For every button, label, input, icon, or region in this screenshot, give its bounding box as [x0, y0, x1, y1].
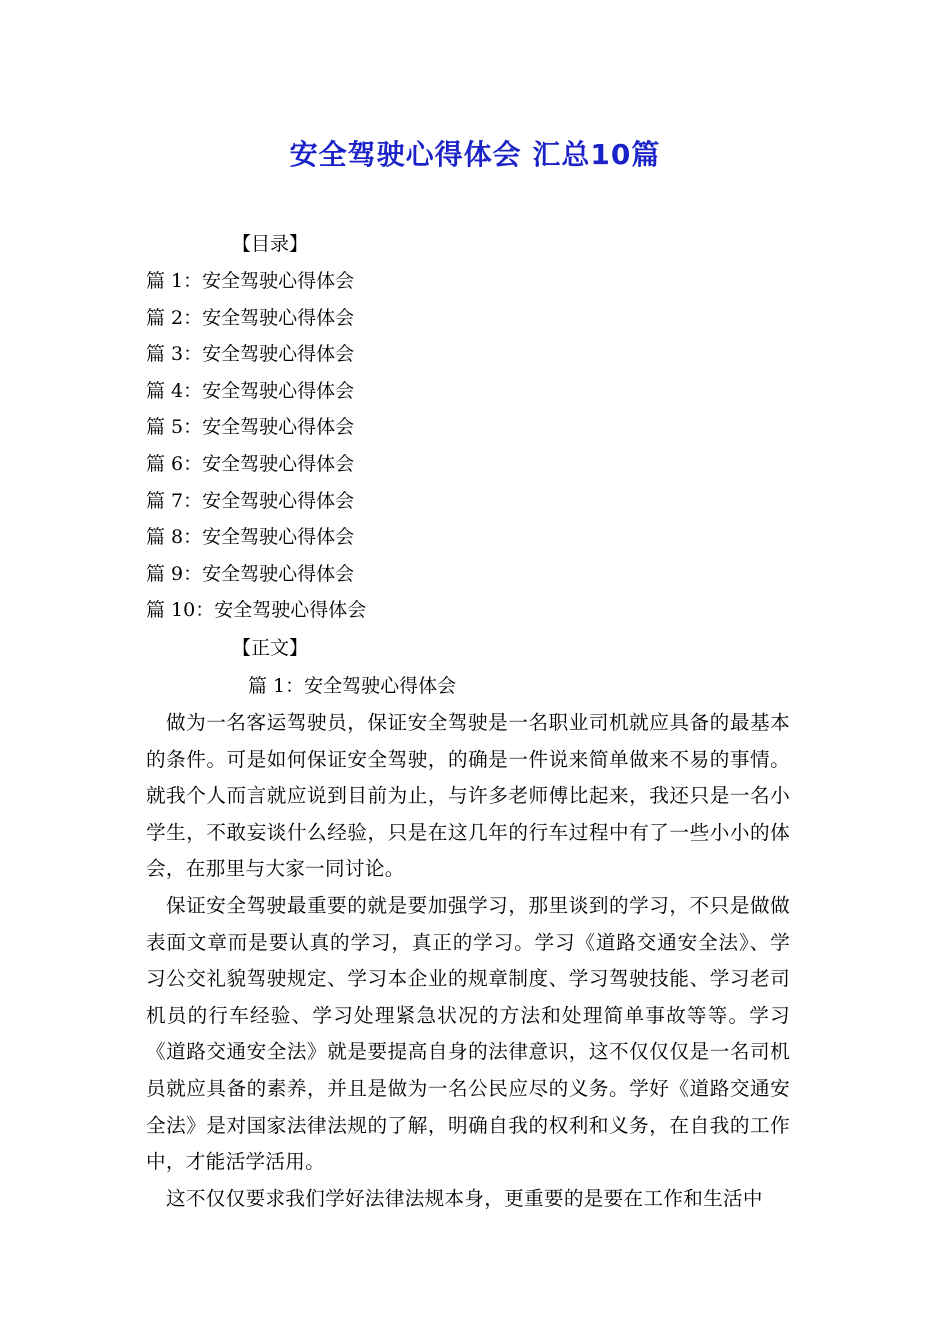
toc-heading: 【目录】 — [232, 233, 309, 255]
toc-item: 篇 6：安全驾驶心得体会 — [146, 452, 355, 475]
toc-item: 篇 10：安全驾驶心得体会 — [146, 599, 367, 622]
toc-item: 篇 2：安全驾驶心得体会 — [146, 306, 355, 329]
body-text — [146, 705, 790, 1217]
paragraph: 这不仅仅要求我们学好法律法规本身，更重要的是要在工作和生活中 — [166, 1186, 763, 1210]
toc-item: 篇 3：安全驾驶心得体会 — [146, 343, 355, 366]
section-heading: 篇 1：安全驾驶心得体会 — [248, 675, 457, 697]
table-of-contents — [146, 269, 366, 635]
toc-item: 篇 1：安全驾驶心得体会 — [146, 270, 355, 292]
toc-item: 篇 8：安全驾驶心得体会 — [146, 526, 355, 549]
toc-item: 篇 5：安全驾驶心得体会 — [146, 416, 355, 439]
paragraph: 保证安全驾驶最重要的就是要加强学习，那里谈到的学习，不只是做做表面文章而是要认真的学习，真正的学习。学习《道路交通安全法》、学习公交礼貌驾驶规定、学习本企业的规章制度、学习驾驶技能、学习老司机员的行车经验、学习处理紧急状况的方法和处理简单事故等等。学习《道路交通安全法》就是要提高自身的法律意识，这不仅仅仅是一名司机员就应具备的素养，并且是做为一名公民应尽的义务。学好《道路交通安全法》是对国家法律法规的了解，明确自我的权利和义务，在自我的工作中，才能活学活用。 — [146, 893, 790, 1174]
toc-item: 篇 7：安全驾驶心得体会 — [146, 489, 355, 512]
body-heading: 【正文】 — [232, 637, 309, 659]
paragraph: 做为一名客运驾驶员，保证安全驾驶是一名职业司机就应具备的最基本的条件。可是如何保证安全驾驶，的确是一件说来简单做来不易的事情。就我个人而言就应说到目前为止，与许多老师傅比起来，我还只是一名小学生，不敢妄谈什么经验，只是在这几年的行车过程中有了一些小小的体会，在那里与大家一同讨论。 — [146, 711, 790, 881]
toc-item: 篇 9：安全驾驶心得体会 — [146, 562, 355, 585]
toc-item: 篇 4：安全驾驶心得体会 — [146, 379, 355, 402]
document-title: 安全驾驶心得体会 汇总10篇 — [289, 138, 661, 171]
